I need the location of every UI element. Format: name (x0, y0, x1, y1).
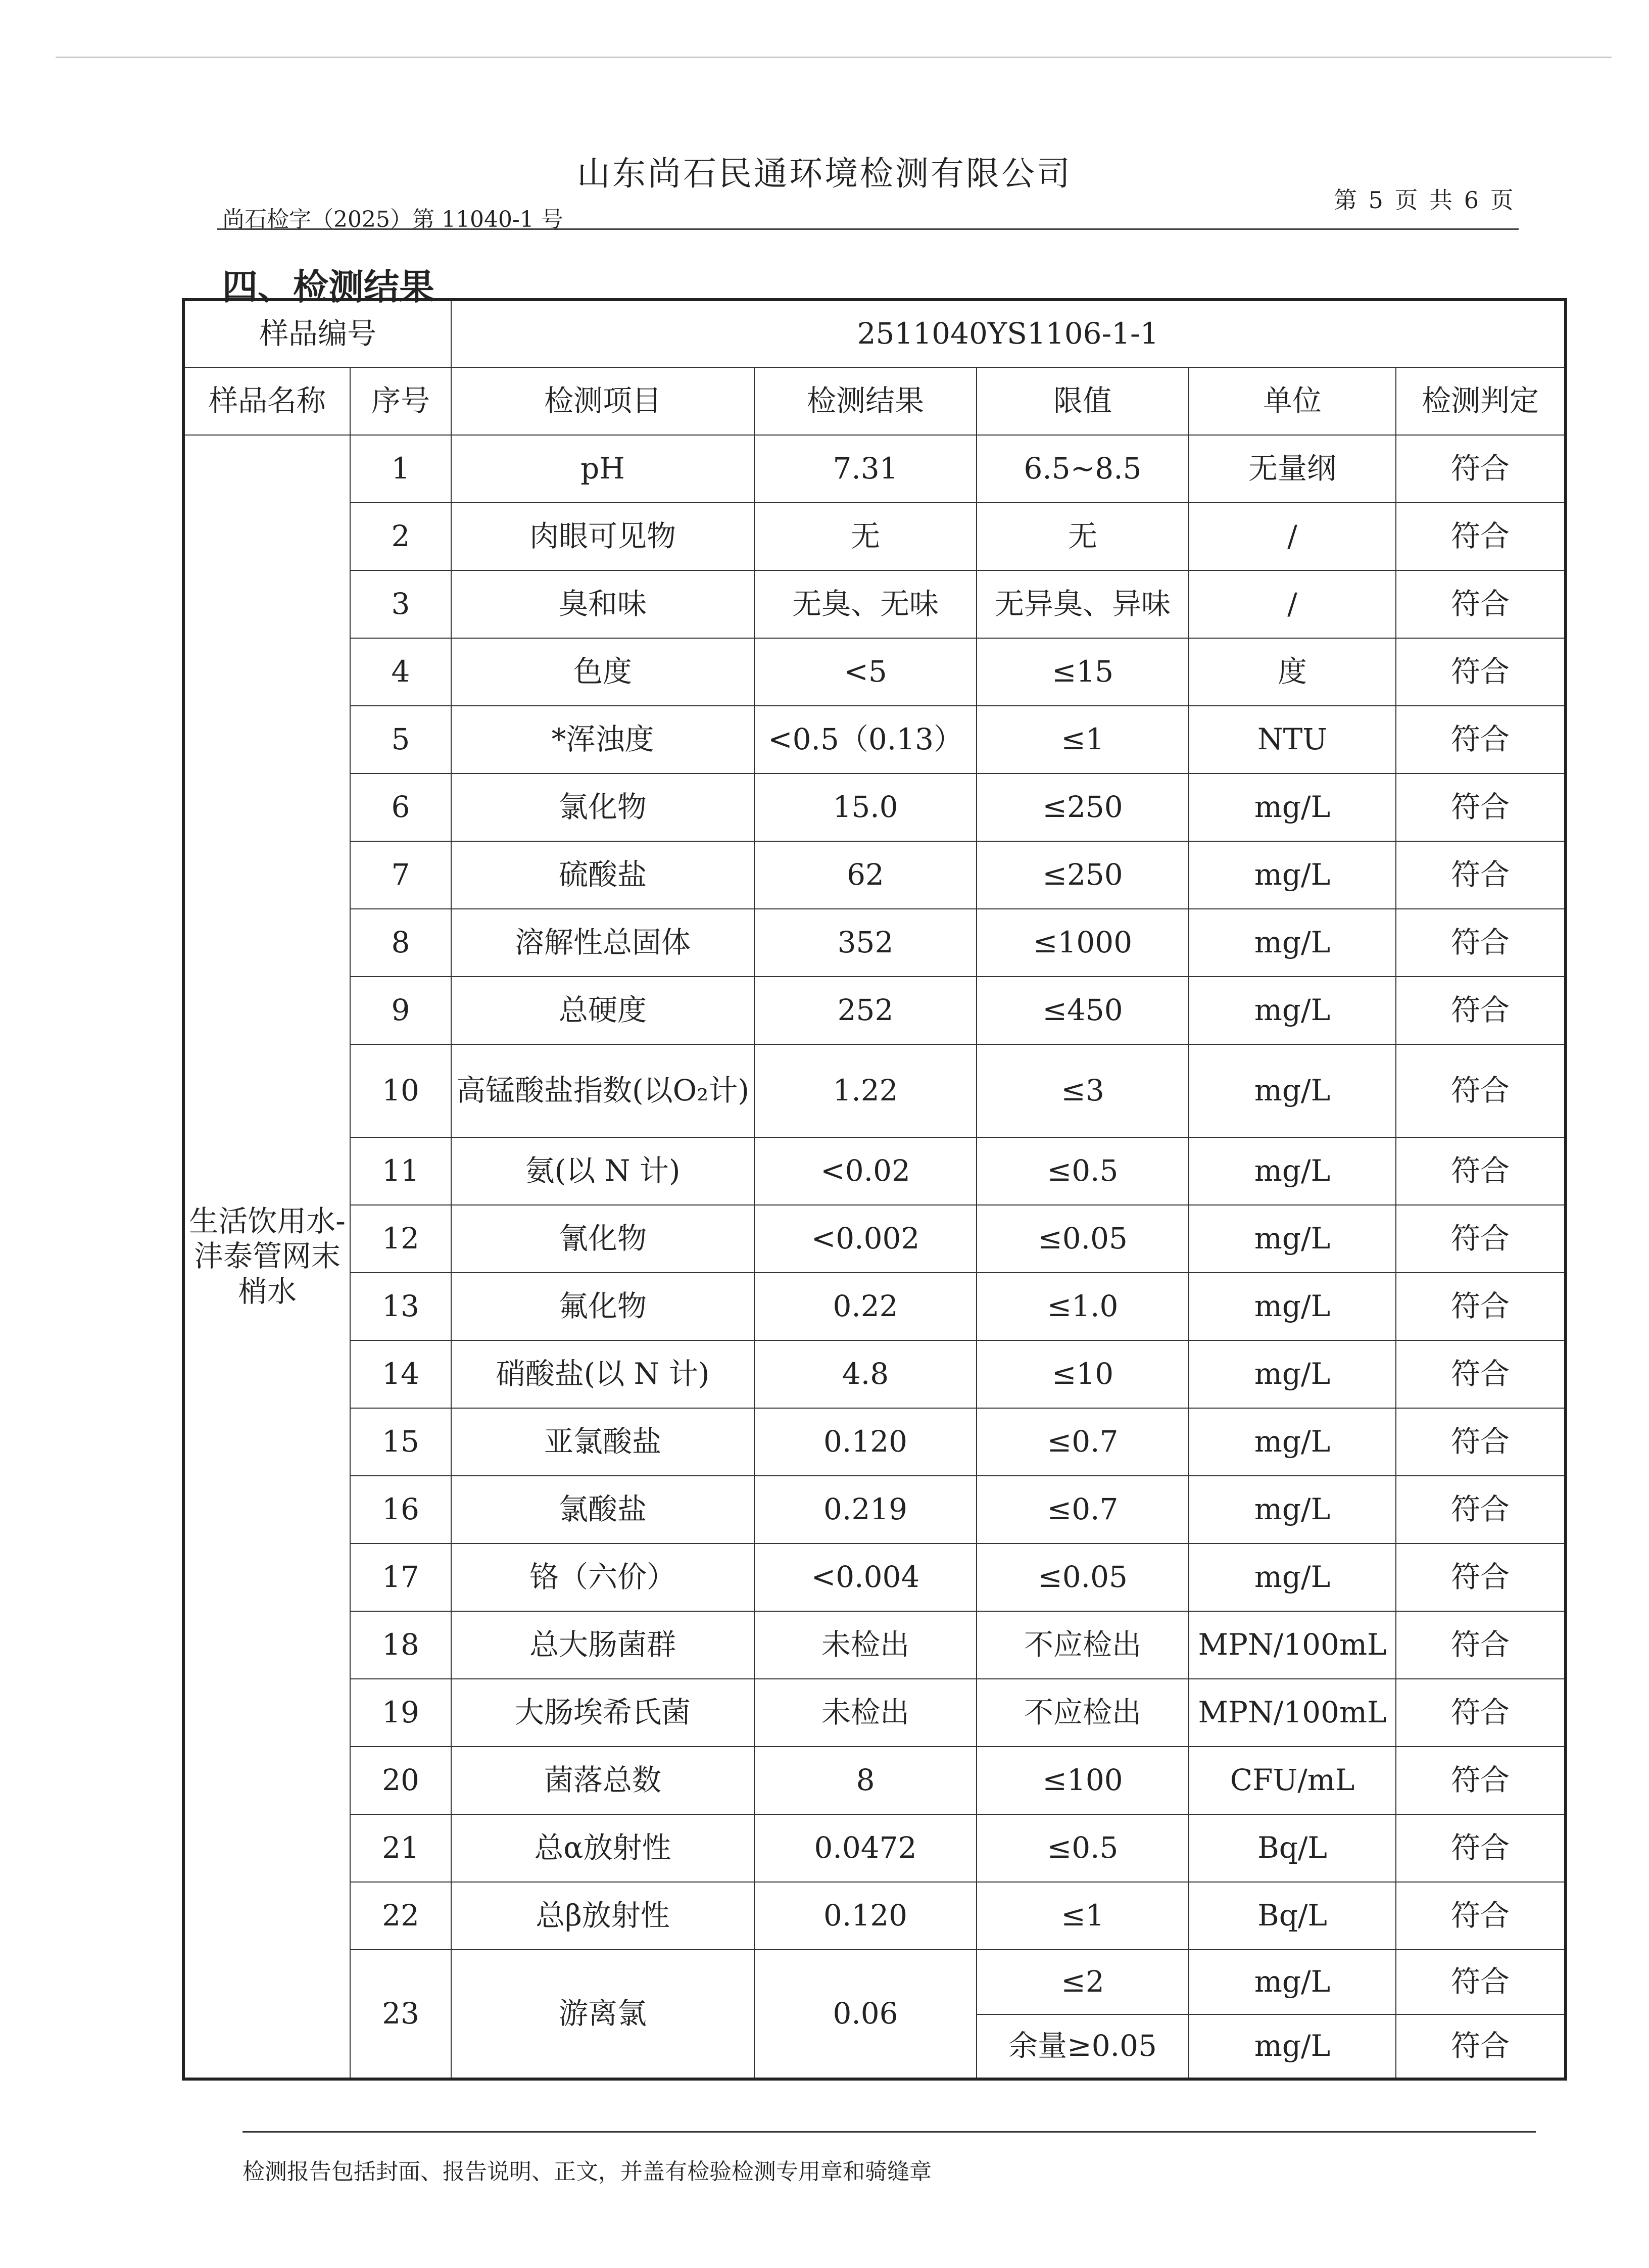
judgement: 符合 (1396, 1747, 1566, 1814)
sample-id-label: 样品编号 (183, 300, 451, 367)
limit-value: ≤450 (977, 977, 1189, 1044)
test-result: <5 (754, 638, 977, 706)
judgement: 符合 (1396, 1679, 1566, 1747)
column-header: 限值 (977, 367, 1189, 435)
test-result: 7.31 (754, 435, 977, 503)
test-result: 未检出 (754, 1611, 977, 1679)
judgement: 符合 (1396, 841, 1566, 909)
judgement: 符合 (1396, 1044, 1566, 1137)
unit: MPN/100mL (1189, 1611, 1396, 1679)
unit: mg/L (1189, 1340, 1396, 1408)
table-row (183, 1476, 1566, 1543)
limit-value: ≤1 (977, 1882, 1189, 1950)
unit: 无量纲 (1189, 435, 1396, 503)
table-row (183, 774, 1566, 841)
test-result: 0.219 (754, 1476, 977, 1543)
unit: / (1189, 570, 1396, 638)
test-item: 色度 (451, 638, 754, 706)
row-number: 17 (350, 1543, 451, 1611)
judgement: 符合 (1396, 1814, 1566, 1882)
judgement: 符合 (1396, 977, 1566, 1044)
test-item: 总α放射性 (451, 1814, 754, 1882)
judgement: 符合 (1396, 503, 1566, 570)
test-result: 352 (754, 909, 977, 977)
unit: / (1189, 503, 1396, 570)
test-item: 高锰酸盐指数(以O₂计) (451, 1044, 754, 1137)
table-row (183, 1137, 1566, 1205)
judgement: 符合 (1396, 909, 1566, 977)
limit-value: 6.5~8.5 (977, 435, 1189, 503)
unit: mg/L (1189, 1476, 1396, 1543)
limit-value: ≤0.05 (977, 1205, 1189, 1273)
report-number: 尚石检字（2025）第 11040-1 号 (222, 207, 563, 232)
limit-value: 余量≥0.05 (977, 2014, 1189, 2079)
judgement: 符合 (1396, 1137, 1566, 1205)
row-number: 19 (350, 1679, 451, 1747)
table-row (183, 1950, 1566, 2014)
column-header: 检测项目 (451, 367, 754, 435)
judgement: 符合 (1396, 638, 1566, 706)
test-item: 总β放射性 (451, 1882, 754, 1950)
row-number: 1 (350, 435, 451, 503)
top-divider (56, 57, 1612, 58)
limit-value: ≤3 (977, 1044, 1189, 1137)
footer-note: 检测报告包括封面、报告说明、正文，并盖有检验检测专用章和骑缝章 (243, 2159, 932, 2185)
limit-value: ≤1 (977, 706, 1189, 774)
table-row (183, 1611, 1566, 1679)
table-row (183, 1814, 1566, 1882)
test-item: 氯酸盐 (451, 1476, 754, 1543)
row-number: 3 (350, 570, 451, 638)
header-divider (217, 228, 1519, 230)
test-item: 氯化物 (451, 774, 754, 841)
test-item: *浑浊度 (451, 706, 754, 774)
test-item: 溶解性总固体 (451, 909, 754, 977)
test-result: 252 (754, 977, 977, 1044)
row-number: 8 (350, 909, 451, 977)
test-result: <0.002 (754, 1205, 977, 1273)
unit: mg/L (1189, 909, 1396, 977)
unit: Bq/L (1189, 1882, 1396, 1950)
judgement: 符合 (1396, 1882, 1566, 1950)
table-row (183, 706, 1566, 774)
table-row (183, 1340, 1566, 1408)
limit-value: ≤0.05 (977, 1543, 1189, 1611)
row-number: 21 (350, 1814, 451, 1882)
row-number: 20 (350, 1747, 451, 1814)
test-item: 大肠埃希氏菌 (451, 1679, 754, 1747)
test-item: 硝酸盐(以 N 计) (451, 1340, 754, 1408)
page-number: 第 5 页 共 6 页 (1334, 186, 1516, 214)
judgement: 符合 (1396, 1408, 1566, 1476)
unit: 度 (1189, 638, 1396, 706)
unit: mg/L (1189, 1950, 1396, 2014)
test-item: 肉眼可见物 (451, 503, 754, 570)
judgement: 符合 (1396, 1950, 1566, 2014)
test-item: 臭和味 (451, 570, 754, 638)
sample-id-value: 2511040YS1106-1-1 (451, 300, 1566, 367)
table-row (183, 1205, 1566, 1273)
row-number: 11 (350, 1137, 451, 1205)
table-row (183, 1044, 1566, 1137)
table-row (183, 1747, 1566, 1814)
row-number: 16 (350, 1476, 451, 1543)
test-item: 亚氯酸盐 (451, 1408, 754, 1476)
row-number: 5 (350, 706, 451, 774)
judgement: 符合 (1396, 1340, 1566, 1408)
test-item: 氟化物 (451, 1273, 754, 1340)
test-result: 未检出 (754, 1679, 977, 1747)
table-row (183, 570, 1566, 638)
test-item: 氨(以 N 计) (451, 1137, 754, 1205)
test-item: 铬（六价） (451, 1543, 754, 1611)
judgement: 符合 (1396, 1205, 1566, 1273)
limit-value: ≤1000 (977, 909, 1189, 977)
test-result: <0.02 (754, 1137, 977, 1205)
test-item: 菌落总数 (451, 1747, 754, 1814)
test-result: 0.06 (754, 1950, 977, 2079)
test-item: 总大肠菌群 (451, 1611, 754, 1679)
judgement: 符合 (1396, 1543, 1566, 1611)
limit-value: ≤250 (977, 841, 1189, 909)
limit-value: ≤2 (977, 1950, 1189, 2014)
column-header: 序号 (350, 367, 451, 435)
unit: NTU (1189, 706, 1396, 774)
judgement: 符合 (1396, 1476, 1566, 1543)
judgement: 符合 (1396, 570, 1566, 638)
unit: mg/L (1189, 1273, 1396, 1340)
limit-value: 不应检出 (977, 1679, 1189, 1747)
limit-value: 无异臭、异味 (977, 570, 1189, 638)
unit: MPN/100mL (1189, 1679, 1396, 1747)
test-item: 游离氯 (451, 1950, 754, 2079)
judgement: 符合 (1396, 774, 1566, 841)
row-number: 15 (350, 1408, 451, 1476)
table-row (183, 1543, 1566, 1611)
limit-value: ≤0.7 (977, 1476, 1189, 1543)
judgement: 符合 (1396, 2014, 1566, 2079)
judgement: 符合 (1396, 1273, 1566, 1340)
test-result: 4.8 (754, 1340, 977, 1408)
unit: mg/L (1189, 1205, 1396, 1273)
test-result: 无 (754, 503, 977, 570)
table-header-row (183, 367, 1566, 435)
test-result: 8 (754, 1747, 977, 1814)
unit: mg/L (1189, 1044, 1396, 1137)
row-number: 23 (350, 1950, 451, 2079)
table-row (183, 909, 1566, 977)
test-result: <0.5（0.13） (754, 706, 977, 774)
test-result: 0.22 (754, 1273, 977, 1340)
judgement: 符合 (1396, 435, 1566, 503)
test-result: 0.120 (754, 1408, 977, 1476)
test-result: 0.0472 (754, 1814, 977, 1882)
test-item: 硫酸盐 (451, 841, 754, 909)
test-result: 62 (754, 841, 977, 909)
table-row (183, 1882, 1566, 1950)
judgement: 符合 (1396, 1611, 1566, 1679)
limit-value: ≤0.5 (977, 1814, 1189, 1882)
limit-value: ≤10 (977, 1340, 1189, 1408)
test-result: 0.120 (754, 1882, 977, 1950)
table-row (183, 1679, 1566, 1747)
table-row (183, 841, 1566, 909)
column-header: 检测判定 (1396, 367, 1566, 435)
section-title: 四、检测结果 (222, 266, 434, 308)
test-result: <0.004 (754, 1543, 977, 1611)
judgement: 符合 (1396, 706, 1566, 774)
unit: mg/L (1189, 977, 1396, 1044)
row-number: 9 (350, 977, 451, 1044)
unit: mg/L (1189, 1137, 1396, 1205)
test-result: 15.0 (754, 774, 977, 841)
unit: mg/L (1189, 1408, 1396, 1476)
limit-value: ≤1.0 (977, 1273, 1189, 1340)
column-header: 样品名称 (183, 367, 350, 435)
table-row (183, 435, 1566, 503)
unit: mg/L (1189, 2014, 1396, 2079)
test-item: 总硬度 (451, 977, 754, 1044)
column-header: 检测结果 (754, 367, 977, 435)
row-number: 4 (350, 638, 451, 706)
row-number: 10 (350, 1044, 451, 1137)
row-number: 6 (350, 774, 451, 841)
limit-value: ≤0.5 (977, 1137, 1189, 1205)
table-row (183, 1273, 1566, 1340)
test-item: pH (451, 435, 754, 503)
limit-value: 无 (977, 503, 1189, 570)
table-row (183, 977, 1566, 1044)
row-number: 18 (350, 1611, 451, 1679)
limit-value: ≤15 (977, 638, 1189, 706)
column-header: 单位 (1189, 367, 1396, 435)
limit-value: 不应检出 (977, 1611, 1189, 1679)
unit: mg/L (1189, 1543, 1396, 1611)
row-number: 2 (350, 503, 451, 570)
footer-divider (243, 2131, 1536, 2133)
table-row (183, 503, 1566, 570)
company-name: 山东尚石民通环境检测有限公司 (577, 154, 1072, 193)
row-number: 12 (350, 1205, 451, 1273)
row-number: 22 (350, 1882, 451, 1950)
unit: mg/L (1189, 841, 1396, 909)
test-result: 无臭、无味 (754, 570, 977, 638)
table-row (183, 638, 1566, 706)
unit: CFU/mL (1189, 1747, 1396, 1814)
limit-value: ≤100 (977, 1747, 1189, 1814)
unit: Bq/L (1189, 1814, 1396, 1882)
limit-value: ≤250 (977, 774, 1189, 841)
test-result: 1.22 (754, 1044, 977, 1137)
row-number: 13 (350, 1273, 451, 1340)
test-item: 氰化物 (451, 1205, 754, 1273)
row-number: 14 (350, 1340, 451, 1408)
limit-value: ≤0.7 (977, 1408, 1189, 1476)
unit: mg/L (1189, 774, 1396, 841)
row-number: 7 (350, 841, 451, 909)
sample-name: 生活饮用水-沣泰管网末梢水 (183, 435, 350, 2079)
results-table (182, 298, 1567, 2081)
table-row (183, 1408, 1566, 1476)
